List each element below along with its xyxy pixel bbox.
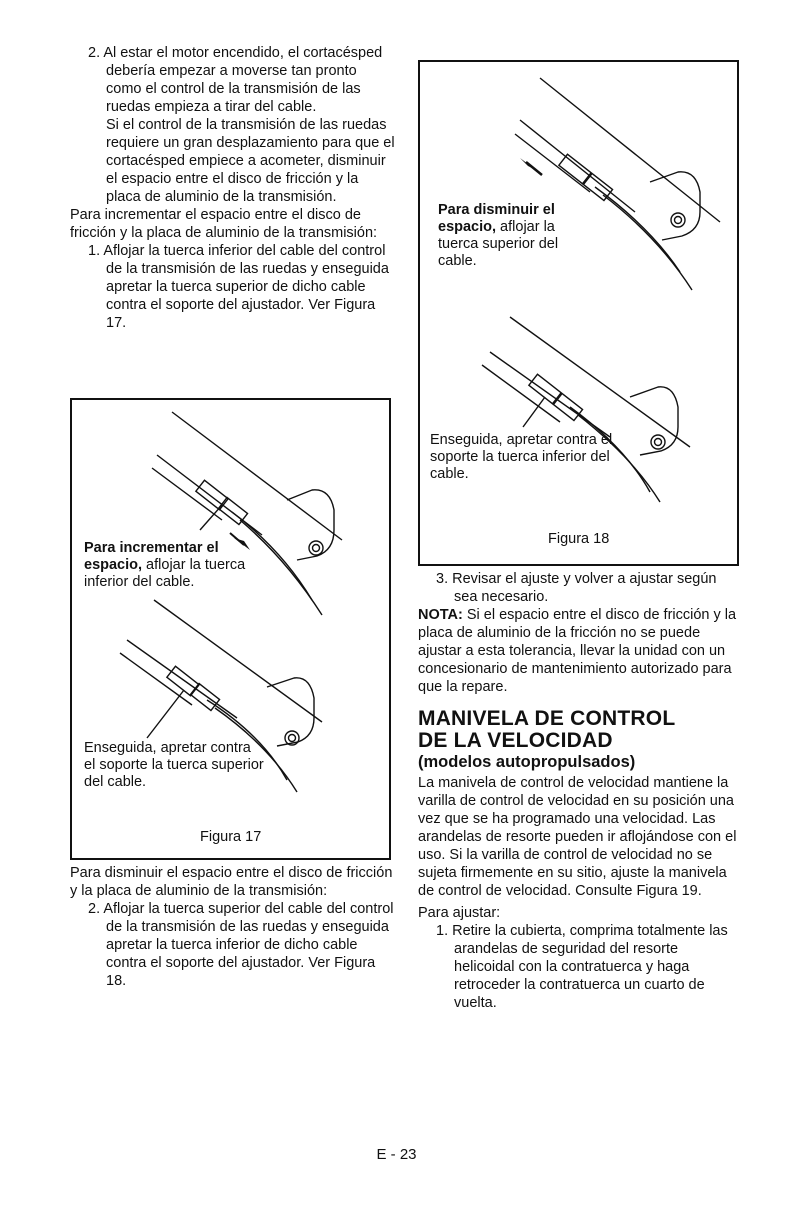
figure-18-top-label: [438, 202, 578, 270]
step-1-paragraph: 1. Aflojar la tuerca inferior del cable del control de la transmisión de las ruedas y enseguida apretar la tuerca superior de dicho cable contra el soporte del ajustador. Ver Figura 17.: [88, 243, 389, 331]
step-2-bottom-paragraph: 2. Aflojar la tuerca superior del cable del control de la transmisión de las ruedas y enseguida apretar la tuerca inferior de dicho cable contra el soporte del ajustador. Ver Figura 18.: [88, 901, 394, 989]
increase-intro: Para incrementar el espacio entre el disco de fricción y la placa de aluminio de la transmisión:: [70, 207, 378, 241]
decrease-intro: Para disminuir el espacio entre el disco de fricción y la placa de aluminio de la transmisión:: [70, 865, 393, 899]
note-paragraph: [418, 606, 742, 696]
figure-18: [418, 60, 739, 566]
figure-17-top-label-rest: aflojar la tuerca inferior del cable.: [84, 557, 246, 590]
section-heading-line-2: DE LA VELOCIDAD: [418, 729, 613, 752]
figure-17-top-label-bold: Para incrementar el espacio,: [84, 540, 219, 573]
right-column: [418, 570, 742, 1012]
step-3-paragraph: 3. Revisar el ajuste y volver a ajustar según sea necesario.: [436, 571, 717, 605]
figure-17-caption: Figura 17: [200, 829, 262, 845]
figure-17-bottom-label: Enseguida, apretar contra el soporte la tuerca superior del cable.: [84, 740, 264, 790]
note-label: NOTA:: [418, 607, 463, 623]
adjust-intro: Para ajustar:: [418, 905, 501, 921]
page-number: E - 23: [376, 1146, 417, 1163]
left-column-top: [70, 44, 395, 332]
note-text: Si el espacio entre el disco de fricción y la placa de aluminio de la fricción no se puede ajustar a esta tolerancia, llevar la unidad con un concesionario de mantenimiento autorizado para que la repare.: [418, 607, 737, 695]
adjust-step-1: 1. Retire la cubierta, comprima totalmente las arandelas de seguridad del resorte helicoidal con la contratuerca y haga retroceder la contratuerca un cuarto de vuelta.: [436, 923, 728, 1011]
section-body: La manivela de control de velocidad mantiene la varilla de control de velocidad en su posición una vez que se ha programado una velocidad. Las arandelas de resorte pueden ir aflojándose con el uso. Si la varilla de control de velocidad no se sujeta firmemente en su sitio, ajuste la manivela de control de velocidad. Consulte Figura 19.: [418, 775, 737, 899]
figure-18-top-label-rest: aflojar la tuerca superior del cable.: [438, 219, 559, 269]
figure-17: [70, 398, 391, 860]
figure-17-top-label: [84, 540, 274, 591]
section-heading-line-1: MANIVELA DE CONTROL: [418, 707, 676, 730]
figure-18-drawing: [420, 62, 737, 564]
step-2-paragraph: 2. Al estar el motor encendido, el cortacésped debería empezar a moverse tan pronto como el control de la transmisión de las ruedas empieza a tirar del cable.: [88, 45, 383, 115]
figure-18-top-label-bold: Para disminuir el espacio,: [438, 202, 555, 235]
figure-18-caption: Figura 18: [548, 531, 610, 547]
step-2-continuation: Si el control de la transmisión de las ruedas requiere un gran desplazamiento para que el cortacésped empiece a acometer, disminuir el espacio entre el disco de fricción y la placa de aluminio de la transmisión.: [106, 117, 395, 205]
figure-18-bottom-label: Enseguida, apretar contra el soporte la tuerca inferior del cable.: [430, 432, 613, 482]
section-subheading: (modelos autopropulsados): [418, 753, 636, 771]
left-column-bottom: [70, 864, 395, 990]
